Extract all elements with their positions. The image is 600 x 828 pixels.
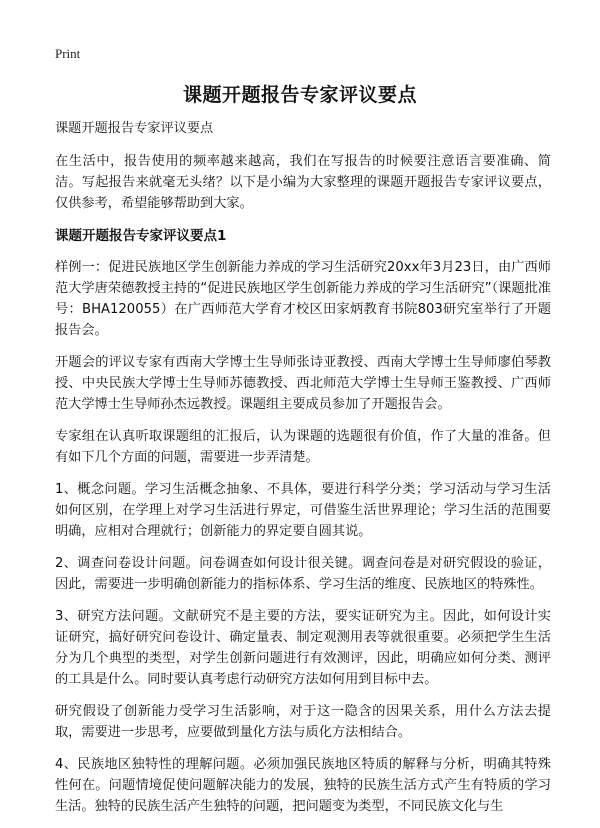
body-paragraph: 1、概念问题。学习生活概念抽象、不具体，要进行科学分类；学习活动与学习生活如何区别，在学理上对学习生活进行界定，可借鉴生活世界理论；学习生活的范围要明确，应相对合理就行；创新能力的界定要自圆其说。	[55, 482, 551, 539]
print-link[interactable]: Print	[55, 46, 81, 61]
body-paragraph: 4、民族地区独特性的理解问题。必须加强民族地区特质的解释与分析，明确其特殊性何在。问题情境促使问题解决能力的发展，独特的民族生活方式产生有特质的学习生活。独特的民族生活产生独特的问题，把问题变为类型，不同民族文化与生	[55, 757, 551, 814]
document-subtitle: 课题开题报告专家评议要点	[55, 121, 214, 136]
body-paragraph: 专家组在认真听取课题组的汇报后，认为课题的选题很有价值，作了大量的准备。但有如下几个方面的问题，需要进一步弄清楚。	[55, 429, 551, 465]
document-title: 课题开题报告专家评议要点	[182, 84, 417, 106]
body-paragraph: 2、调查问卷设计问题。问卷调查如何设计很关键。调查问卷是对研究假设的验证，因此，需要进一步明确创新能力的指标体系、学习生活的维度、民族地区的特殊性。	[55, 556, 551, 592]
document-body	[55, 118, 551, 828]
body-paragraph: 3、研究方法问题。文献研究不是主要的方法，要实证研究为主。因此，如何设计实证研究，搞好研究问卷设计、确定量表、制定观测用表等就很重要。必须把学生生活分为几个典型的类型，对学生创新问题进行有效测评，因此，明确应如何分类、测评的工具是什么。同时要认真考虑行动研究方法如何用到目标中去。	[55, 609, 551, 687]
intro-paragraph: 在生活中，报告使用的频率越来越高，我们在写报告的时候要注意语言要准确、简洁。写起报告来就毫无头绪？以下是小编为大家整理的课题开题报告专家评议要点，仅供参考，希望能够帮助到大家。	[55, 154, 551, 211]
body-paragraph: 样例一：促进民族地区学生创新能力养成的学习生活研究20xx年3月23日，由广西师范大学唐荣德教授主持的“促进民族地区学生创新能力养成的学习生活研究”（课题批准号：BHA120055）在广西师范大学育才校区田家炳教育书院803研究室举行了开题报告会。	[55, 260, 551, 338]
body-paragraph: 研究假设了创新能力受学习生活影响，对于这一隐含的因果关系，用什么方法去提取，需要进一步思考，应要做到量化方法与质化方法相结合。	[55, 704, 551, 740]
section-heading: 课题开题报告专家评议要点1	[55, 228, 227, 244]
body-paragraph: 开题会的评议专家有西南大学博士生导师张诗亚教授、西南大学博士生导师廖伯琴教授、中央民族大学博士生导师苏德教授、西北师范大学博士生导师王鉴教授、广西师范大学博士生导师孙杰远教授。课题组主要成员参加了开题报告会。	[55, 355, 551, 412]
